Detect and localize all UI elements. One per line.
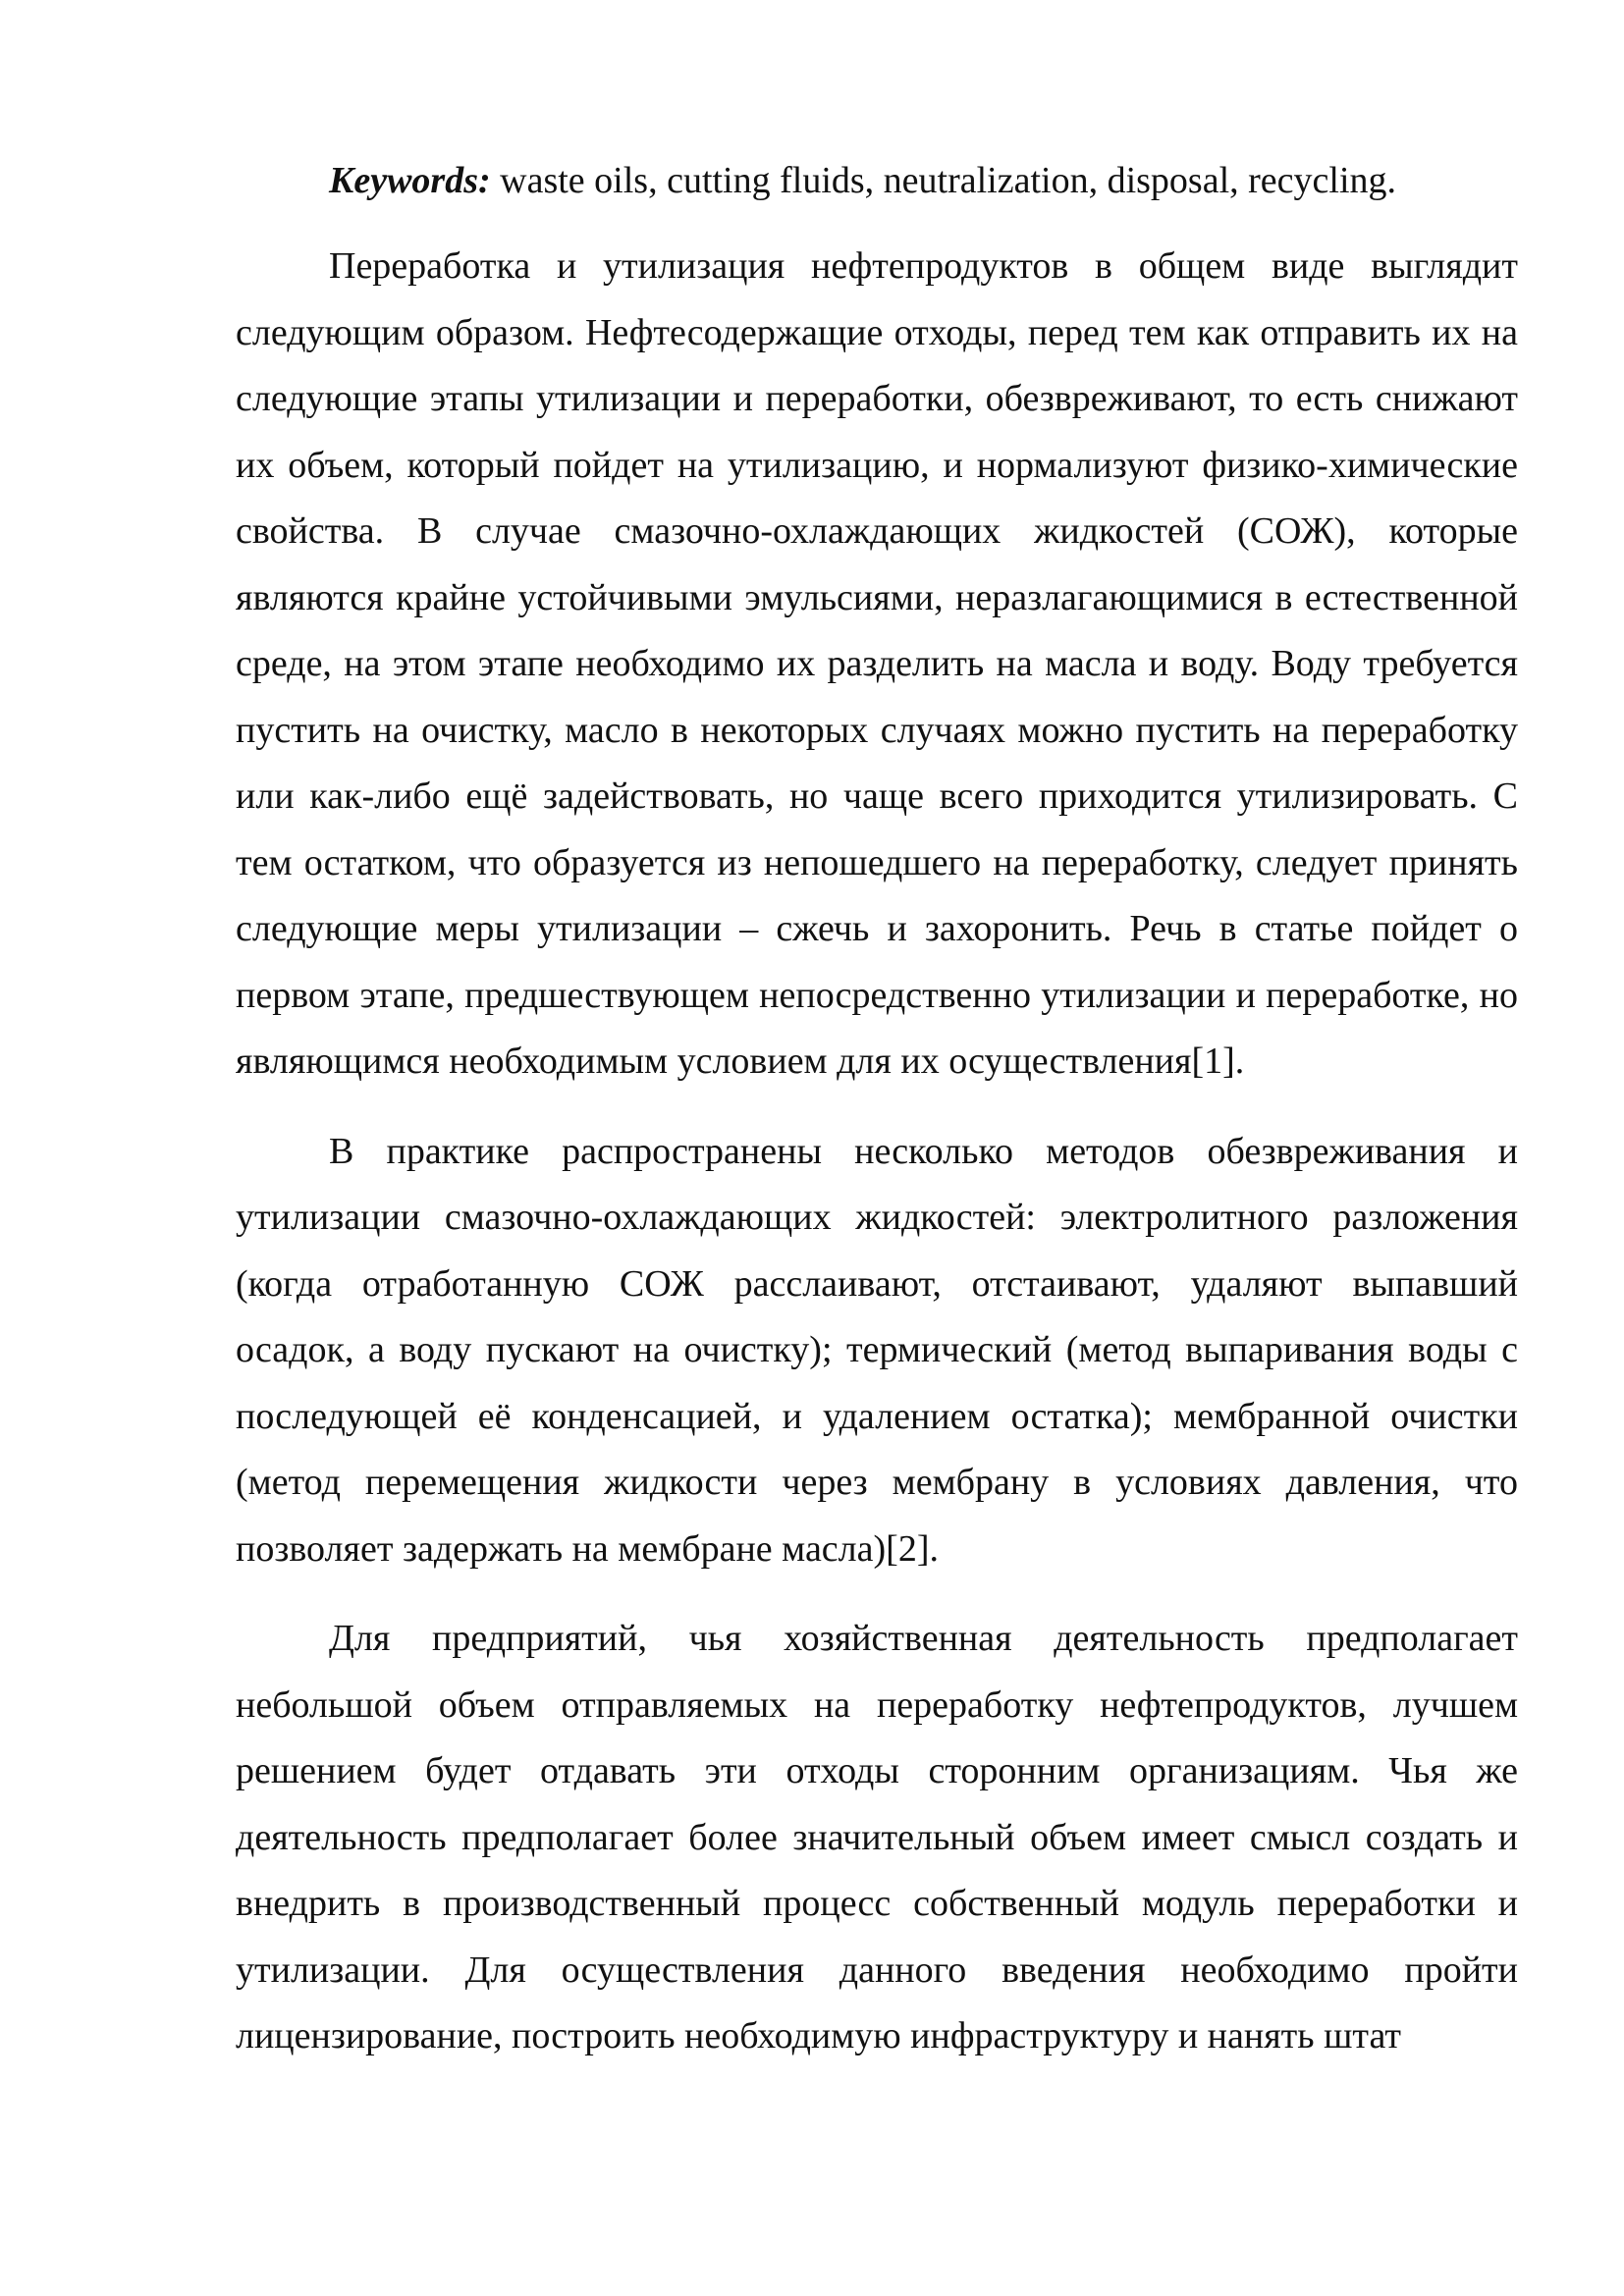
keywords-text: waste oils, cutting fluids, neutralization, disposal, recycling. xyxy=(490,160,1397,201)
paragraph-neutralization-methods: В практике распространены несколько методов обезвреживания и утилизации смазочно-охлаждающих жидкостей: электролитного разложения (когда отработанную СОЖ расслаивают, отстаивают, удаляют выпавший осадок, а воду пускают на очистку); термический (метод выпаривания воды с последующей её конденсацией, и удалением остатка); мембранной очистки (метод перемещения жидкости через мембрану в условиях давления, что позволяет задержать на мембране масла)[2]. xyxy=(236,1130,1518,1570)
document-page xyxy=(236,147,1518,2070)
keywords-label: Keywords: xyxy=(329,160,491,201)
keywords-line xyxy=(236,147,1518,214)
paragraph-processing-overview: Переработка и утилизация нефтепродуктов в общем виде выглядит следующим образом. Нефтесодержащие отходы, перед тем как отправить их на следующие этапы утилизации и переработки, обезвреживают, то есть снижают их объем, который пойдет на утилизацию, и нормализуют физико-химические свойства. В случае смазочно-охлаждающих жидкостей (СОЖ), которые являются крайне устойчивыми эмульсиями, неразлагающимися в естественной среде, на этом этапе необходимо их разделить на масла и воду. Воду требуется пустить на очистку, масло в некоторых случаях можно пустить на переработку или как-либо ещё задействовать, но чаще всего приходится утилизировать. С тем остатком, что образуется из непошедшего на переработку, следует принять следующие меры утилизации – сжечь и захоронить. Речь в статье пойдет о первом этапе, предшествующем непосредственно утилизации и переработке, но являющимся необходимым условием для их осуществления[1]. xyxy=(236,245,1518,1082)
paragraph-enterprise-recommendations: Для предприятий, чья хозяйственная деятельность предполагает небольшой объем отправляемых на переработку нефтепродуктов, лучшем решением будет отдавать эти отходы сторонним организациям. Чья же деятельность предполагает более значительный объем имеет смысл создать и внедрить в производственный процесс собственный модуль переработки и утилизации. Для осуществления данного введения необходимо пройти лицензирование, построить необходимую инфраструктуру и нанять штат xyxy=(236,1618,1518,2056)
